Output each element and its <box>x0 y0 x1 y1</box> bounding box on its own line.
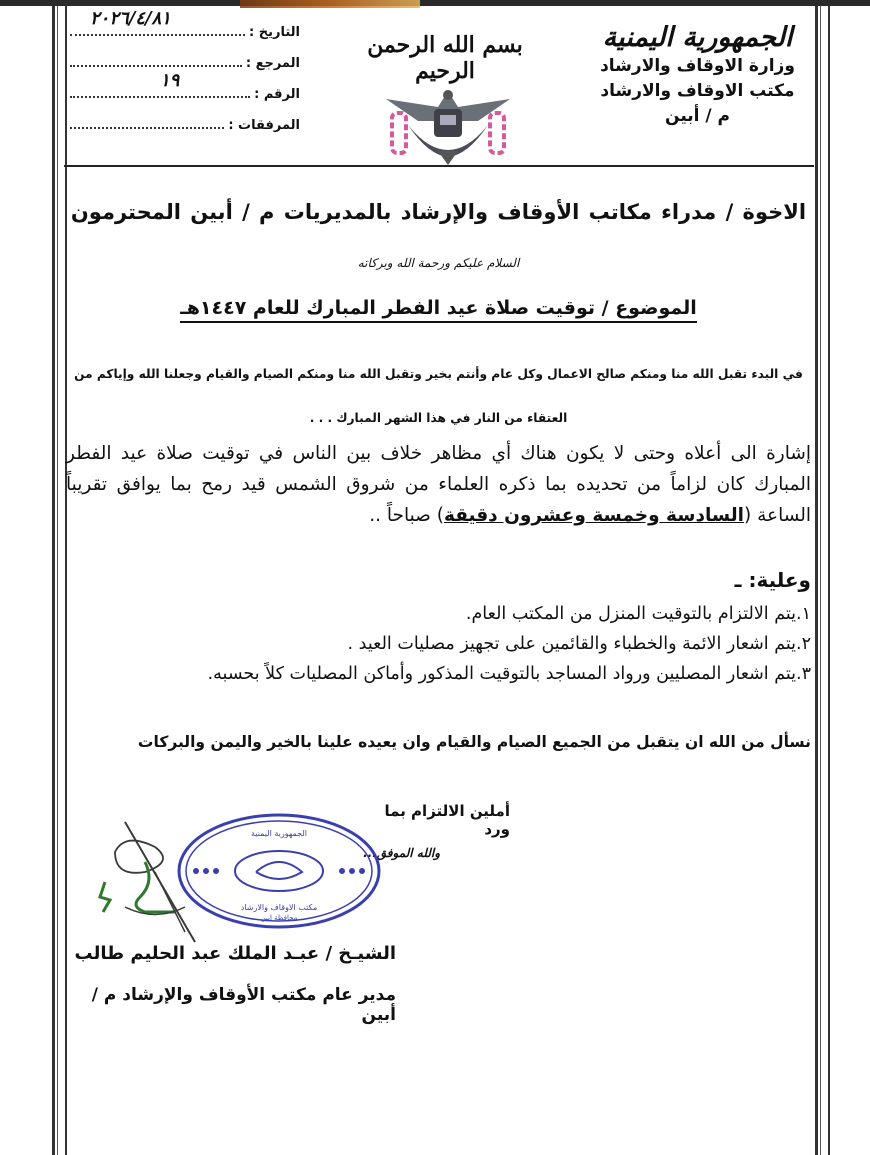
date-value: ٢٠٢٦/٤/٨١ <box>90 8 171 29</box>
top-edge <box>0 0 870 6</box>
compliance-request: أملين الالتزام بما ورد <box>384 802 510 838</box>
number-value: ١٩ <box>160 70 180 91</box>
ministry-name: وزارة الاوقاف والارشاد <box>600 56 795 76</box>
governorate-name: م / أبين <box>665 106 730 126</box>
subject-line: الموضوع / توقيت صلاة عيد الفطر المبارك للعام ١٤٤٧هـ <box>66 297 811 319</box>
therefore-heading: وعلية: ـ <box>734 568 811 592</box>
official-stamp-icon <box>176 812 382 930</box>
list-item: ١.يتم الالتزام بالتوقيت المنزل من المكتب العام. <box>465 604 811 624</box>
letterhead-organization <box>590 22 805 129</box>
eagle-emblem-icon <box>378 85 518 165</box>
prayer-time: السادسة وخمسة وعشرون دقيقة <box>443 505 745 526</box>
list-item: ٢.يتم اشعار الائمة والخطباء والقائمين على تجهيز مصليات العيد . <box>347 634 811 654</box>
closing-prayer: نسأل من الله ان يتقبل من الجميع الصيام والقيام وان يعيده علينا بالخير واليمن والبركات <box>137 733 811 751</box>
page-border-right <box>815 6 830 1155</box>
svg-text:مكتب الاوقاف والارشاد: مكتب الاوقاف والارشاد <box>240 903 318 912</box>
header-divider <box>64 165 814 167</box>
letter-meta <box>70 8 300 144</box>
addressee: الاخوة / مدراء مكاتب الأوقاف والإرشاد بالمديريات م / أبين المحترمون <box>70 200 807 224</box>
basmala: بسم الله الرحمن الرحيم <box>367 32 523 84</box>
country-name: الجمهورية اليمنية <box>602 22 793 53</box>
signature-icon <box>85 812 205 952</box>
greeting-paragraph: في البدء تقبل الله منا ومنكم صالح الاعمال وكل عام وأنتم بخير وتقبل الله منا ومنكم الصيام والقيام وجعلنا الله وإياكم من العتقاء من النار في هذا الشهر المبارك . . . <box>74 367 803 425</box>
meta-date: التاريخ : ٢٠٢٦/٤/٨١ <box>70 20 300 51</box>
main-paragraph: إشارة الى أعلاه وحتى لا يكون هناك أي مظاهر خلاف بين الناس في توقيت صلاة عيد الفطر المبارك كان لزاماً من تحديده بما ذكره العلماء من شروق الشمس قيد رمح بما يوافق تقريباً الساعة (السادسة وخمسة وعشرون دقيقة) صباحاً .. <box>66 443 811 526</box>
regards: والله الموفق... <box>363 846 440 860</box>
top-edge-tint <box>240 0 420 8</box>
signatory-title: مدير عام مكتب الأوقاف والإرشاد م / أبين <box>91 985 396 1025</box>
meta-reference: المرجع : <box>70 51 300 82</box>
svg-text:الجمهورية اليمنية: الجمهورية اليمنية <box>250 829 308 838</box>
list-item: ٣.يتم اشعار المصليين ورواد المساجد بالتوقيت المذكور وأماكن المصليات كلاً بحسبه. <box>207 664 811 684</box>
page-border-left <box>52 6 67 1155</box>
signatory-name: الشيـخ / عبـد الملك عبد الحليم طالب <box>74 943 396 964</box>
meta-attachments: المرفقات : <box>70 113 300 144</box>
salutation: السلام عليكم ورحمة الله وبركاته <box>357 256 520 270</box>
svg-text:محافظة ابين: محافظة ابين <box>260 914 298 922</box>
office-name: مكتب الاوقاف والارشاد <box>600 81 795 101</box>
instruction-list <box>66 599 811 689</box>
meta-number: الرقم : ١٩ <box>70 82 300 113</box>
